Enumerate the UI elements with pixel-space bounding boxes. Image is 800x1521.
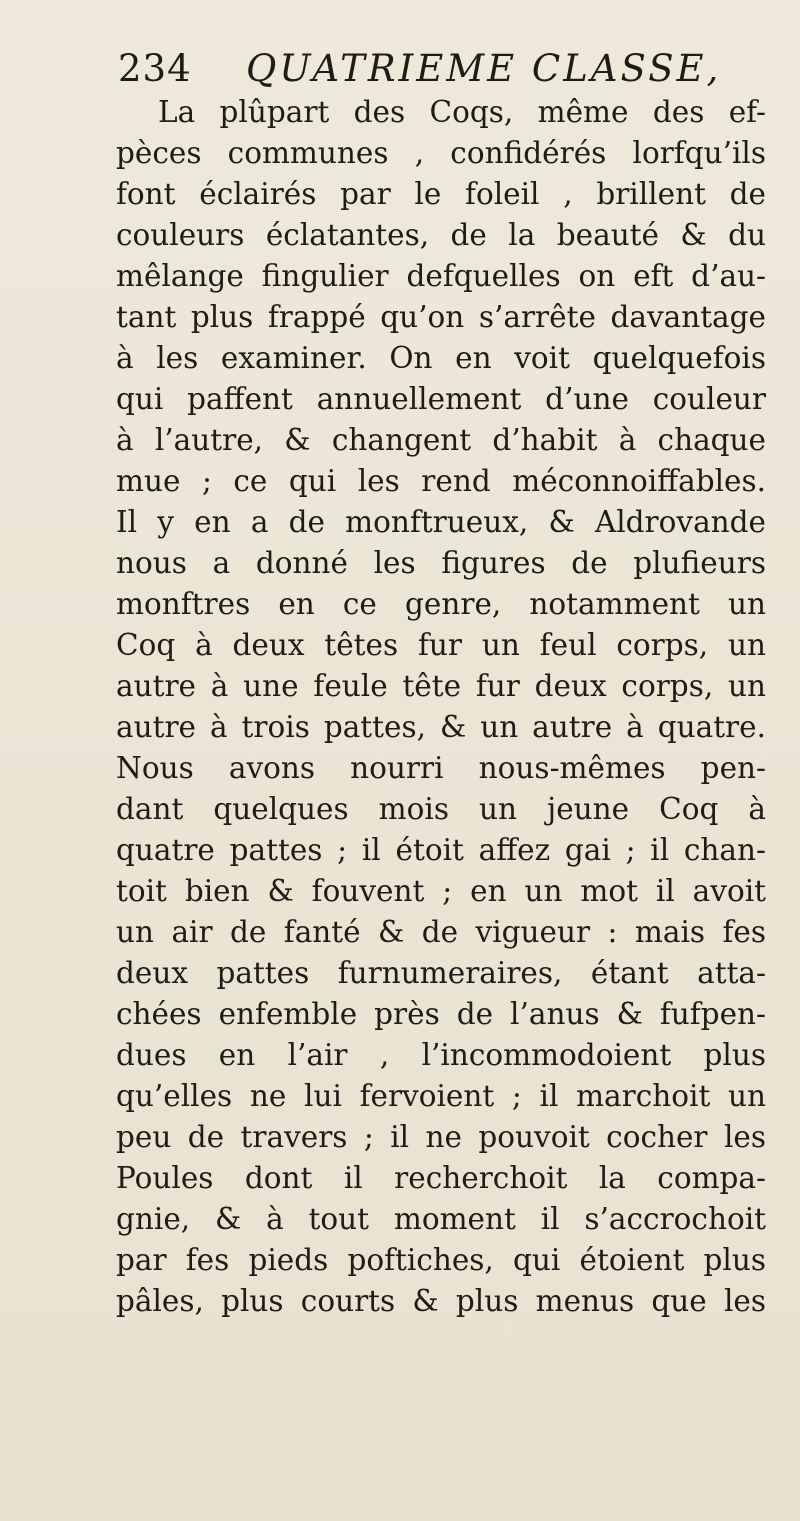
text-line: La plûpart des Coqs, même des ef- — [158, 95, 766, 129]
text-line: pâles, plus courts & plus menus que les — [116, 1284, 766, 1318]
text-line: à les examiner. On en voit quelquefois — [116, 341, 766, 375]
body-text — [116, 92, 766, 1322]
page-header — [118, 44, 758, 94]
text-line: Il y en a de monftrueux, & Aldrovande — [116, 505, 766, 539]
text-line: par fes pieds poftiches, qui étoient plus — [116, 1243, 766, 1277]
text-line: autre à une feule tête fur deux corps, un — [116, 669, 766, 703]
text-line: dant quelques mois un jeune Coq à — [116, 792, 766, 826]
text-line: peu de travers ; il ne pouvoit cocher les — [116, 1120, 766, 1154]
text-line: autre à trois pattes, & un autre à quatre. — [116, 710, 766, 744]
text-line: Nous avons nourri nous-mêmes pen- — [116, 751, 766, 785]
text-line: qui paffent annuellement d’une couleur — [116, 382, 766, 416]
text-line: chées enfemble près de l’anus & fufpen- — [116, 997, 766, 1031]
text-line: quatre pattes ; il étoit affez gai ; il chan- — [116, 833, 766, 867]
text-line: toit bien & fouvent ; en un mot il avoit — [116, 874, 766, 908]
text-line: Coq à deux têtes fur un feul corps, un — [116, 628, 766, 662]
text-line: nous a donné les figures de plufieurs — [116, 546, 766, 580]
text-line: font éclairés par le foleil , brillent de — [116, 177, 766, 211]
text-line: monftres en ce genre, notamment un — [116, 587, 766, 621]
page-number: 234 — [118, 47, 192, 90]
text-line: tant plus frappé qu’on s’arrête davantage — [116, 300, 766, 334]
text-line: pèces communes , confidérés lorfqu’ils — [116, 136, 766, 170]
running-head: QUATRIEME CLASSE, — [246, 47, 722, 90]
text-line: qu’elles ne lui fervoient ; il marchoit un — [116, 1079, 766, 1113]
text-line: couleurs éclatantes, de la beauté & du — [116, 218, 766, 252]
text-line: Poules dont il recherchoit la compa- — [116, 1161, 766, 1195]
text-line: mêlange fingulier defquelles on eft d’au- — [116, 259, 766, 293]
text-line: un air de fanté & de vigueur : mais fes — [116, 915, 766, 949]
text-line: dues en l’air , l’incommodoient plus — [116, 1038, 766, 1072]
text-line: à l’autre, & changent d’habit à chaque — [116, 423, 766, 457]
text-line: deux pattes furnumeraires, étant atta- — [116, 956, 766, 990]
text-line: mue ; ce qui les rend méconnoiffables. — [116, 464, 766, 498]
text-line: gnie, & à tout moment il s’accrochoit — [116, 1202, 766, 1236]
